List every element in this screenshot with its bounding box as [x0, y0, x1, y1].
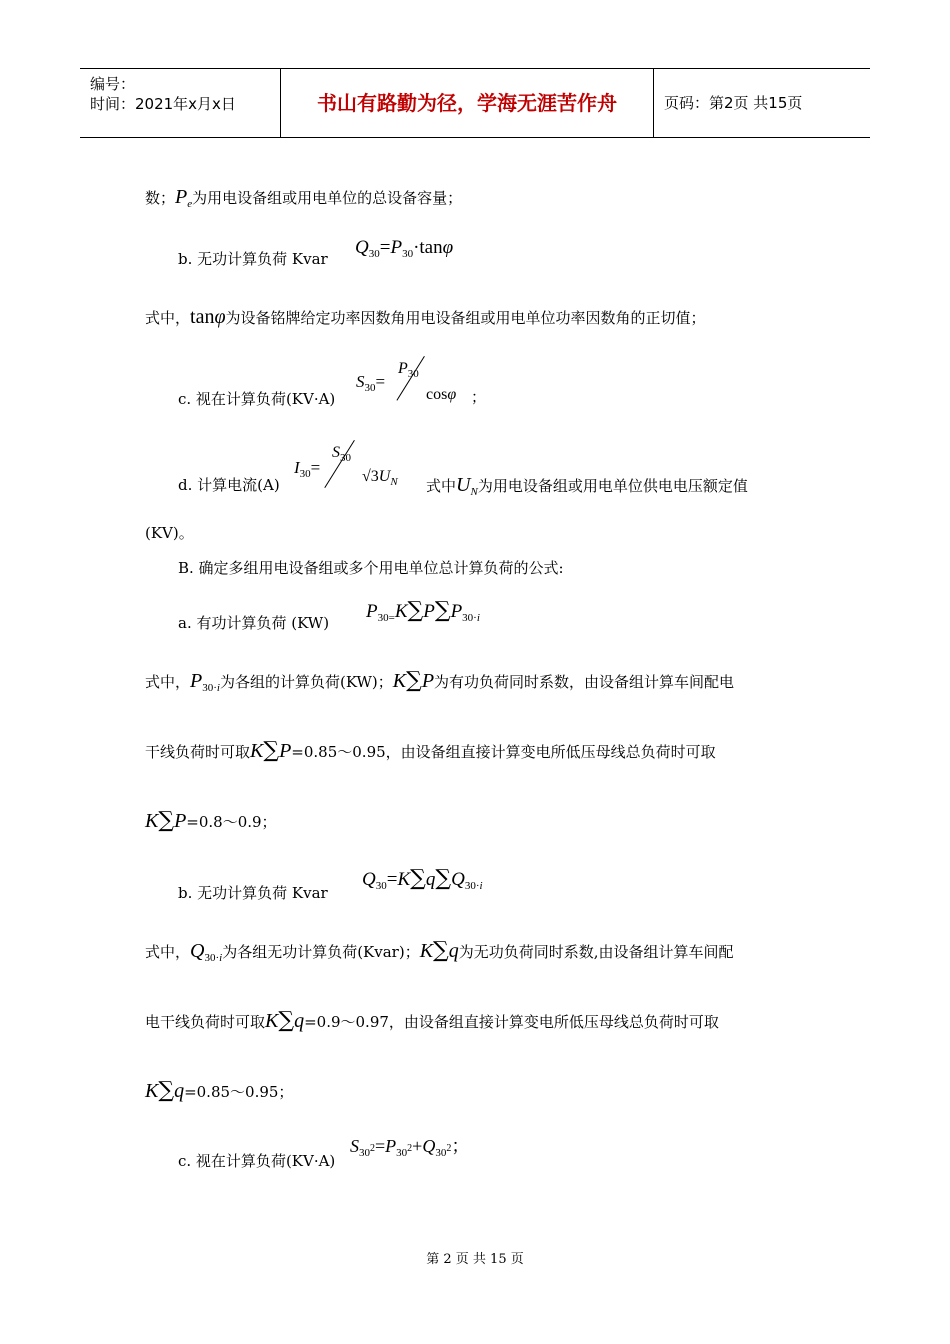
kv-unit-line: (KV)。	[145, 524, 194, 542]
formula-i30: $I_{30}=$ $S_{30}$ $√3U_N$	[294, 440, 424, 492]
code-label: 编号：	[90, 75, 136, 93]
time-label: 时间：2021年x月x日	[90, 95, 236, 113]
page-footer: 第 2 页 共 15 页	[426, 1252, 524, 1267]
apparent-load-label: c. 视在计算负荷(KV·A)	[178, 390, 336, 408]
reactive-load-label-2: b. 无功计算负荷 Kvar	[178, 884, 328, 902]
formula-q30-sum: $Q_{30}=K\sum q\sum Q_{30\cdot i}$	[362, 866, 483, 892]
page-info: 页码：第2页 共15页	[664, 94, 803, 112]
formula-s30-squared: $S_{302}=P_{302}+Q_{302}$；	[350, 1136, 470, 1159]
formula-p30-sum: $P_{30=}K\sum P\sum P_{30\cdot i}$	[366, 598, 480, 624]
kq-range-line-2: K∑q=0.85～0.95；	[145, 1078, 294, 1103]
header-info-cell	[80, 69, 281, 137]
kq-range-line-1: 电干线负荷时可取K∑q=0.9～0.97，由设备组直接计算变电所低压母线总负荷时可取	[145, 1008, 719, 1033]
apparent-load-label-2: c. 视在计算负荷(KV·A)	[178, 1152, 336, 1170]
q30i-explanation: 式中，$Q_{30\cdot i}$为各组无功计算负荷(Kvar)；K∑q为无功负荷同时系数,由设备组计算车间配	[145, 938, 734, 964]
active-load-label: a. 有功计算负荷 (KW)	[178, 614, 330, 632]
formula-q30: $Q_{30}=P_{30}\cdot\tan\varphi$	[355, 237, 454, 260]
formula-s30: $S_{30}=$ $P_{30}$ cosφ ；	[356, 356, 486, 406]
current-label: d. 计算电流(A)	[178, 476, 280, 494]
section-b-heading: B. 确定多组用电设备组或多个用电单位总计算负荷的公式:	[178, 559, 564, 577]
p30i-explanation: 式中，$P_{30\cdot i}$为各组的计算负荷(KW)；K∑P为有功负荷同时系数，由设备组计算车间配电	[145, 668, 735, 694]
tan-explanation: 式中，tanφ为设备铭牌给定功率因数角用电设备组或用电单位功率因数角的正切值；	[145, 306, 706, 328]
kp-range-line-2: K∑P=0.8～0.9；	[145, 808, 277, 833]
motto: 书山有路勤为径，学海无涯苦作舟	[281, 69, 654, 137]
un-explanation: 式中$U_N$为用电设备组或用电单位供电电压额定值	[426, 474, 748, 498]
text-line-pe: 数；$P_e$为用电设备组或用电单位的总设备容量；	[145, 186, 463, 210]
kp-range-line-1: 干线负荷时可取K∑P=0.85～0.95，由设备组直接计算变电所低压母线总负荷时可取	[145, 738, 716, 763]
page-header	[80, 68, 870, 138]
reactive-load-label: b. 无功计算负荷 Kvar	[178, 250, 328, 268]
